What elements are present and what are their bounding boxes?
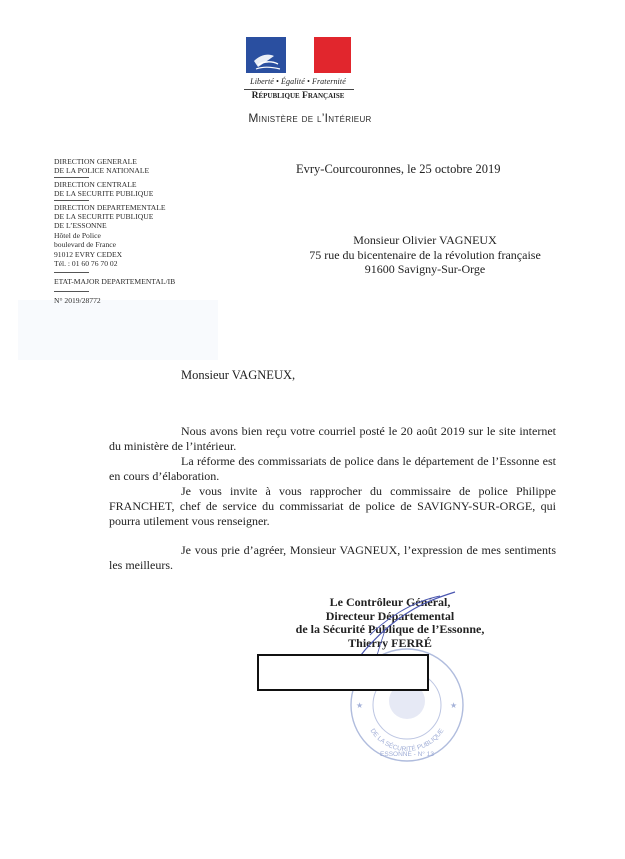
sender-group-dgpn [54, 157, 224, 176]
stamp-star-icon: ★ [450, 701, 458, 710]
sender-line: 91012 EVRY CEDEX [54, 249, 123, 259]
sender-line: DE L’ESSONNE [54, 221, 107, 231]
sender-line: DE LA SECURITE PUBLIQUE [54, 189, 154, 199]
sender-line: DIRECTION GENERALE [54, 157, 137, 166]
sender-divider [54, 291, 89, 292]
stamp-text-footer: ESSONNE - N° 13 [380, 751, 434, 758]
republic-name: République Française [251, 91, 345, 101]
redaction-box [257, 654, 429, 691]
signatory-name: Thierry FERRÉ [348, 635, 432, 650]
sender-divider [54, 177, 89, 178]
sender-line: DIRECTION DEPARTEMENTALE [54, 202, 166, 212]
sender-line: DE LA SECURITE PUBLIQUE [54, 212, 154, 222]
flag-red-band [314, 37, 351, 73]
date-line: Evry-Courcouronnes, le 25 octobre 2019 [296, 162, 501, 176]
recipient-name: Monsieur Olivier VAGNEUX [353, 233, 497, 247]
letter-body [109, 424, 556, 573]
signatory-department: de la Sécurité Publique de l’Essonne, [295, 622, 485, 636]
sender-line: boulevard de France [54, 240, 116, 250]
reference-number: N° 2019/28772 [54, 295, 101, 305]
recipient-city: 91600 Savigny-Sur-Orge [364, 262, 486, 276]
paragraph-gap [109, 529, 556, 543]
sender-group-dcsp [54, 180, 224, 199]
signature-block [280, 596, 500, 650]
signatory-title: Le Contrôleur Général, [329, 595, 451, 609]
recipient-address [280, 233, 570, 277]
body-paragraph: Je vous invite à vous rapprocher du commissaire de police Philippe FRANCHET, chef de service du commissariat de police de SAVIGNY-SUR-ORGE, qui pourra utilement vous renseigner. [109, 484, 556, 528]
sender-line: Hôtel de Police [54, 230, 101, 240]
recipient-street: 75 rue du bicentenaire de la révolution française [309, 247, 541, 262]
sender-service: ETAT-MAJOR DEPARTEMENTAL/IB [54, 277, 176, 287]
stamp-star-icon: ★ [356, 701, 364, 710]
sender-phone: Tél. : 01 60 76 70 02 [54, 259, 118, 269]
closing-paragraph: Je vous prie d’agréer, Monsieur VAGNEUX, l’expression de mes sentiments les meilleurs. [109, 543, 556, 572]
ministry-name: Ministère de l’Intérieur [248, 111, 372, 125]
republic-motto: Liberté • Égalité • Fraternité [250, 77, 346, 86]
motto-divider [244, 89, 354, 90]
body-paragraph: La réforme des commissariats de police dans le département de l’Essonne est en cours d’élaboration. [109, 454, 556, 483]
sender-line: DE LA POLICE NATIONALE [54, 166, 150, 176]
stamp-text-bottom: DE LA SÉCURITÉ PUBLIQUE [368, 727, 446, 754]
signatory-role: Directeur Départemental [325, 608, 455, 623]
salutation: Monsieur VAGNEUX, [181, 368, 296, 382]
sender-block [54, 157, 224, 305]
body-paragraph: Nous avons bien reçu votre courriel posté le 20 août 2019 sur le site internet du ministère de l’intérieur. [109, 424, 556, 453]
scan-smudge [18, 300, 218, 360]
sender-group-ddsp [54, 203, 224, 269]
sender-divider [54, 272, 89, 273]
sender-divider [54, 200, 89, 201]
sender-line: DIRECTION CENTRALE [54, 179, 137, 189]
